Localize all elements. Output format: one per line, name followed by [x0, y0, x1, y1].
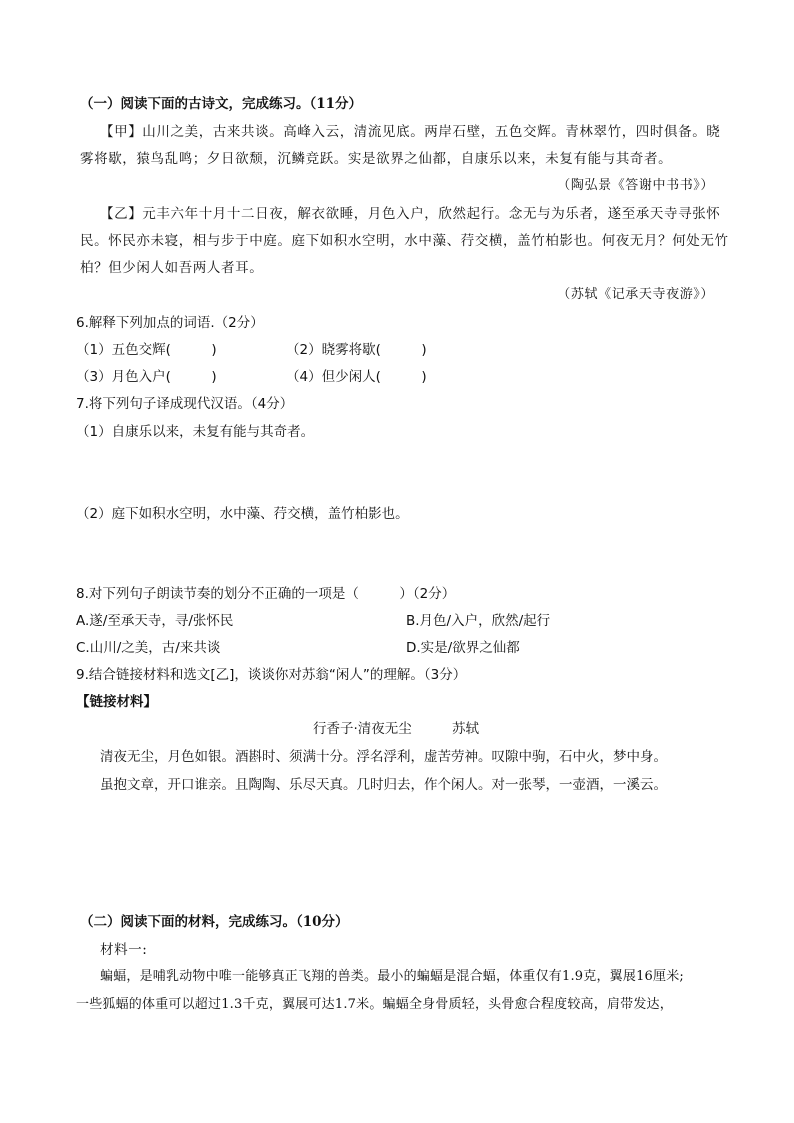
yi-text-line3: 柏？但少闲人如吾两人者耳。 [80, 260, 264, 276]
q8-option-d: D.实是/欲界之仙都 [406, 640, 520, 656]
q7-sentence-2: （2）庭下如积水空明，水中藻、荇交横，盖竹柏影也。 [76, 506, 409, 522]
q6-item-1: （1）五色交辉( ) [76, 342, 217, 358]
q7-sentence-1: （1）自康乐以来，未复有能与其奇者。 [76, 424, 315, 440]
q7-stem: 7.将下列句子译成现代汉语。（4分） [76, 396, 294, 412]
yi-text-line2: 民。怀民亦未寝，相与步于中庭。庭下如积水空明，水中藻、荇交横，盖竹柏影也。何夜无月？何处无竹 [80, 233, 729, 249]
q8-option-c: C.山川/之美，古/来共谈 [76, 640, 221, 656]
poem-line-1: 清夜无尘，月色如银。酒斟时、须满十分。浮名浮利，虚苦劳神。叹隙中驹，石中火，梦中身。 [100, 749, 667, 765]
material-one-line1: 蝙蝠，是哺乳动物中唯一能够真正飞翔的兽类。最小的蝙蝠是混合蝠，体重仅有1.9克，翼展16厘米; [100, 969, 684, 984]
material-one-label: 材料一: [100, 942, 148, 958]
q6-stem: 6.解释下列加点的词语.（2分） [76, 315, 264, 331]
q9-stem: 9.结合链接材料和选文[乙]，谈谈你对苏翁“闲人”的理解。（3分） [76, 667, 467, 683]
q8-option-a: A.遂/至承天寺，寻/张怀民 [76, 613, 234, 629]
section1-header: （一）阅读下面的古诗文，完成练习。（11分） [80, 96, 363, 112]
q6-item-2: （2）晓雾将歇( ) [286, 342, 427, 358]
yi-text-line1: 【乙】元丰六年十月十二日夜，解衣欲睡，月色入户，欣然起行。念无与为乐者，遂至承天寺寻张怀 [100, 206, 721, 222]
section2-header: （二）阅读下面的材料，完成练习。（10分） [80, 914, 349, 930]
q8-option-b: B.月色/入户，欣然/起行 [406, 613, 551, 629]
material-one-line2: 一些狐蝠的体重可以超过1.3千克，翼展可达1.7米。蝙蝠全身骨质轻，头骨愈合程度较高，肩带发达， [76, 997, 673, 1012]
q6-item-3: （3）月色入户( ) [76, 369, 217, 385]
poem-author: 苏轼 [452, 721, 479, 737]
q6-item-4: （4）但少闲人( ) [286, 369, 427, 385]
q8-stem: 8.对下列句子朗读节奏的划分不正确的一项是（ ）（2分） [76, 586, 456, 602]
poem-line-2: 虽抱文章，开口谁亲。且陶陶、乐尽天真。几时归去，作个闲人。对一张琴，一壶酒，一溪云。 [100, 777, 667, 793]
jia-text-line2: 雾将歇，猿鸟乱鸣；夕日欲颓，沉鳞竞跃。实是欲界之仙都，自康乐以来，未复有能与其奇者。 [80, 151, 673, 167]
yi-source: （苏轼《记承天寺夜游》） [557, 287, 714, 302]
jia-text-line1: 【甲】山川之美，古来共谈。高峰入云，清流见底。两岸石壁，五色交辉。青林翠竹，四时俱备。晓 [100, 124, 721, 140]
link-material-label: 【链接材料】 [76, 694, 157, 710]
poem-title: 行香子·清夜无尘 [313, 721, 412, 737]
jia-source: （陶弘景《答谢中书书》） [557, 178, 714, 193]
